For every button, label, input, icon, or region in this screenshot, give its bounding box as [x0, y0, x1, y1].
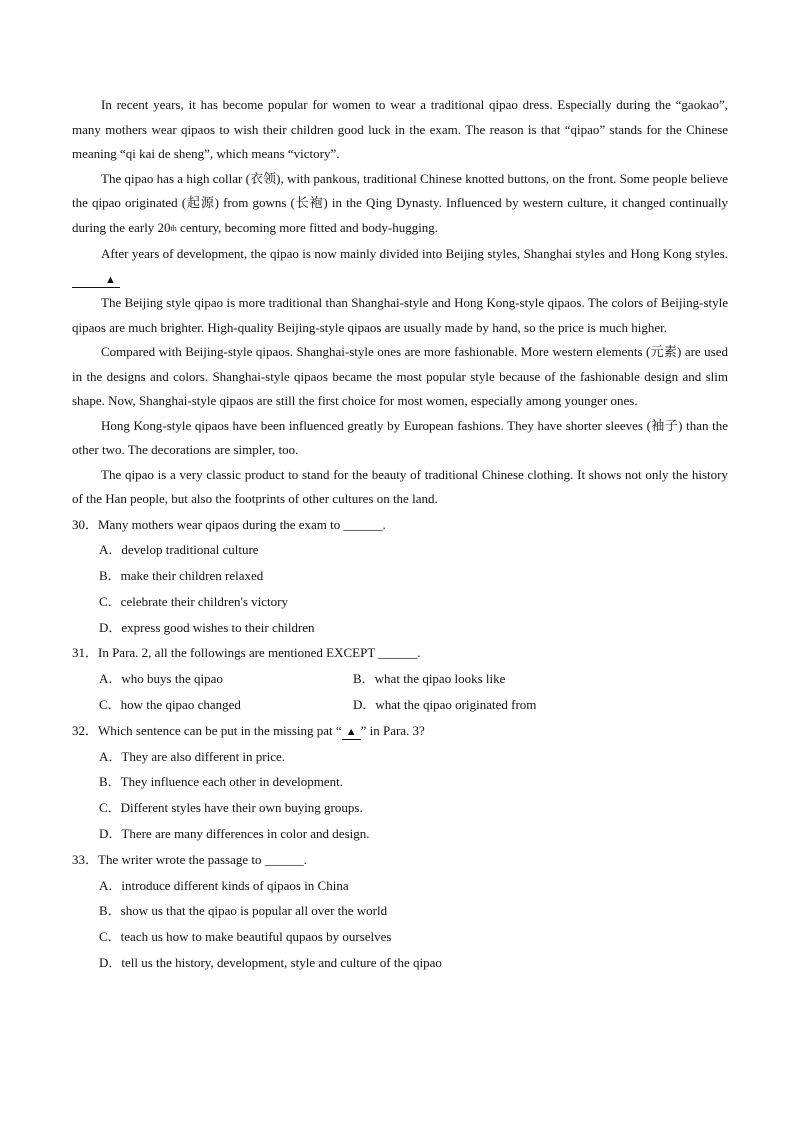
option-c: C．how the qipao changed — [99, 697, 241, 713]
passage-paragraph-2 — [72, 167, 728, 243]
reading-passage — [72, 93, 728, 512]
passage-paragraph-6: Hong Kong-style qipaos have been influenced greatly by European fashions. They have shorter sleeves (袖子) than the other two. The decorations are simpler, too. — [72, 417, 728, 457]
question-32 — [72, 718, 728, 847]
option-d: D．express good wishes to their children — [99, 619, 315, 635]
option-d: D．There are many differences in color and design. — [99, 826, 370, 842]
passage-paragraph-4: The Beijing style qipao is more traditional than Shanghai-style and Hong Kong-style qipaos. The colors of Beijing-style qipaos are much brighter. High-quality Beijing-style qipaos are usually made by hand, so the price is much higher. — [72, 295, 728, 335]
option-d: D．what the qipao originated from — [353, 697, 537, 713]
missing-sentence-blank: ▲ — [342, 725, 361, 740]
passage-paragraph-1: In recent years, it has become popular for women to wear a traditional qipao dress. Especially during the “gaokao”, many mothers wear qipaos to wish their children good luck in the exam. The reason is that “qipao” stands for the Chinese meaning “qi kai de sheng”, which means “victory”. — [72, 97, 728, 161]
passage-paragraph-5: Compared with Beijing-style qipaos. Shanghai-style ones are more fashionable. More western elements (元素) are used in the designs and colors. Shanghai-style qipaos became the most popular style because of the fashionable design and slim shape. Now, Shanghai-style qipaos are still the first choice for most women, especially among younger ones. — [72, 344, 728, 408]
option-b: B．They influence each other in development. — [99, 774, 344, 790]
option-a: A．They are also different in price. — [99, 748, 286, 764]
option-c: C．Different styles have their own buying groups. — [99, 800, 363, 816]
question-33 — [72, 847, 728, 976]
stem-text-b: ” in Para. 3? — [360, 722, 425, 738]
exam-page — [72, 93, 728, 976]
option-b: B．show us that the qipao is popular all over the world — [99, 903, 388, 919]
question-stem: 31．In Para. 2, all the followings are mentioned EXCEPT ______. — [72, 645, 421, 661]
question-stem — [72, 718, 728, 744]
option-d: D．tell us the history, development, style and culture of the qipao — [99, 955, 442, 971]
paragraph-2-text-b: century, becoming more fitted and body-hugging. — [176, 219, 439, 235]
option-a: A．who buys the qipao — [99, 671, 223, 687]
option-a: A．introduce different kinds of qipaos in China — [99, 877, 349, 893]
paragraph-2-text-a: The qipao has a high collar (衣领), with pankous, traditional Chinese knotted buttons, on the front. Some people believe the qipao originated (起源) from gowns (长袍) in the Qing Dynasty. Influenced by western culture, it changed continually during the early 20 — [72, 170, 728, 235]
option-b: B．make their children relaxed — [99, 568, 264, 584]
stem-text-a: 32．Which sentence can be put in the missing pat “ — [72, 722, 342, 738]
passage-paragraph-3 — [72, 242, 728, 291]
question-30 — [72, 512, 728, 641]
option-c: C．teach us how to make beautiful qupaos by ourselves — [99, 929, 392, 945]
passage-paragraph-7: The qipao is a very classic product to stand for the beauty of traditional Chinese clothing. It shows not only the history of the Han people, but also the footprints of other cultures on the land. — [72, 466, 728, 506]
question-stem: 33．The writer wrote the passage to ______. — [72, 851, 308, 867]
option-b: B．what the qipao looks like — [353, 671, 506, 687]
option-a: A．develop traditional culture — [99, 542, 259, 558]
option-row — [72, 666, 728, 692]
paragraph-3-text: After years of development, the qipao is now mainly divided into Beijing styles, Shanghai styles and Hong Kong styles. — [101, 246, 728, 261]
option-row — [72, 692, 728, 718]
question-31 — [72, 640, 728, 717]
question-stem: 30．Many mothers wear qipaos during the exam to ______. — [72, 516, 386, 532]
option-c: C．celebrate their children's victory — [99, 593, 288, 609]
missing-sentence-blank: ▲ — [72, 273, 120, 288]
superscript-th: th — [170, 223, 177, 233]
